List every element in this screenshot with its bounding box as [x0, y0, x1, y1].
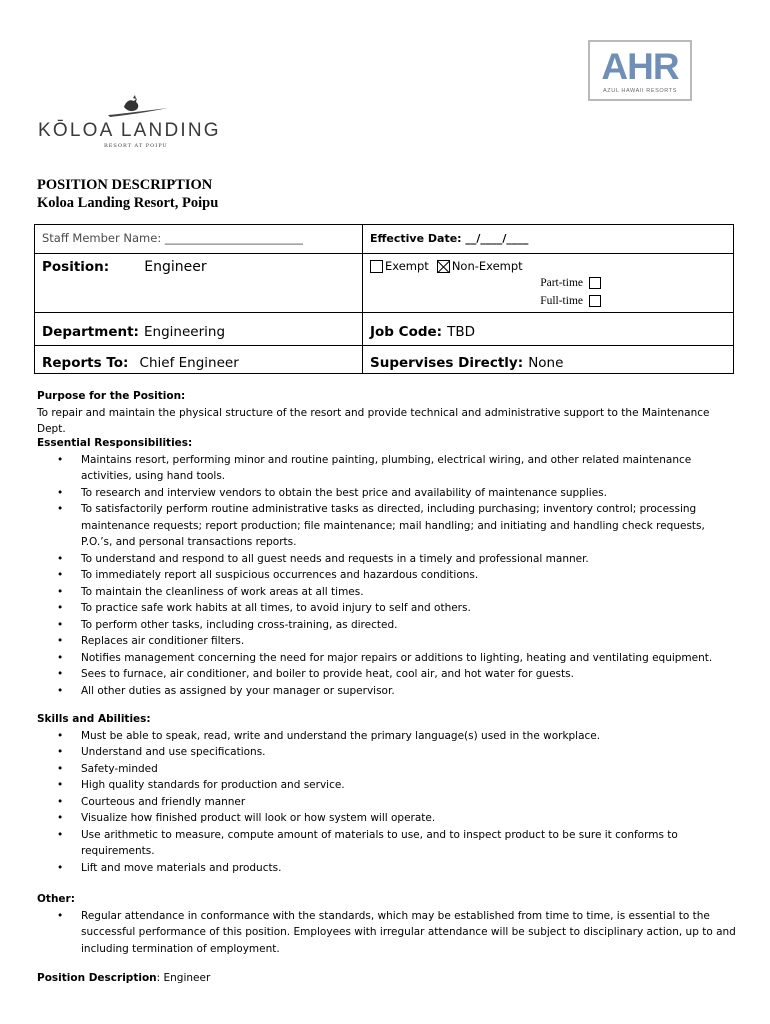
footer-value: : Engineer — [156, 972, 211, 984]
list-item: • Replaces air conditioner filters. — [37, 633, 737, 650]
skills-heading: Skills and Abilities: — [37, 713, 151, 725]
list-item: • To satisfactorily perform routine administrative tasks as directed, including purchasing; inventory control; processing maintenance requests; report production; file maintenance; mail handling; and initiating and handling check requests, P.O.’s, and personal transactions reports. — [37, 501, 737, 551]
jobcode-label: Job Code: — [370, 324, 443, 340]
jobcode-value: TBD — [447, 324, 476, 340]
list-item: • Sees to furnace, air conditioner, and boiler to provide heat, cool air, and hot water for guests. — [37, 666, 737, 683]
supervises-label: Supervises Directly: — [370, 355, 524, 371]
department-cell — [35, 313, 363, 346]
koloa-subtitle: RESORT AT POIPU — [104, 143, 168, 149]
department-value: Engineering — [144, 324, 226, 340]
list-item: • Visualize how finished product will look or how system will operate. — [37, 810, 737, 827]
list-item: • To understand and respond to all guest needs and requests in a timely and professional manner. — [37, 551, 737, 568]
exempt-label: Exempt — [385, 259, 429, 273]
list-item: • Lift and move materials and products. — [37, 860, 737, 877]
reports-to-label: Reports To: — [42, 355, 129, 371]
essential-list — [37, 452, 737, 700]
skills-list — [37, 728, 737, 877]
ahr-letters: AHR — [601, 46, 679, 87]
footer-label: Position Description — [37, 972, 157, 984]
title-line-2: Koloa Landing Resort, Poipu — [37, 195, 219, 211]
list-item: • To perform other tasks, including cross-training, as directed. — [37, 617, 737, 634]
list-item: • Notifies management concerning the need for major repairs or additions to lighting, heating and ventilating equipment. — [37, 650, 737, 667]
list-item: • Must be able to speak, read, write and understand the primary language(s) used in the workplace. — [37, 728, 737, 745]
effective-date-cell[interactable] — [363, 225, 734, 254]
essential-section — [37, 435, 737, 699]
purpose-section — [37, 388, 737, 438]
other-section — [37, 891, 737, 957]
position-value: Engineer — [144, 259, 207, 275]
list-item: • Use arithmetic to measure, compute amount of materials to use, and to inspect product to be sure it conforms to requirements. — [37, 827, 737, 860]
skills-section — [37, 711, 737, 876]
list-item: • Maintains resort, performing minor and routine painting, plumbing, electrical wiring, and other related maintenance activities, using hand tools. — [37, 452, 737, 485]
fulltime-label: Full-time — [540, 295, 583, 307]
list-item: • To research and interview vendors to obtain the best price and availability of maintenance supplies. — [37, 485, 737, 502]
purpose-heading: Purpose for the Position: — [37, 390, 186, 402]
exempt-checkbox[interactable] — [370, 260, 383, 273]
page-footer — [37, 970, 737, 987]
list-item: • To immediately report all suspicious occurrences and hazardous conditions. — [37, 567, 737, 584]
list-item: • Understand and use specifications. — [37, 744, 737, 761]
parttime-checkbox[interactable] — [589, 277, 601, 289]
other-heading: Other: — [37, 893, 75, 905]
reports-to-value: Chief Engineer — [139, 355, 239, 371]
list-item: • Safety-minded — [37, 761, 737, 778]
fulltime-checkbox[interactable] — [589, 295, 601, 307]
supervises-cell — [363, 346, 734, 374]
ahr-logo — [588, 40, 692, 101]
parttime-label: Part-time — [540, 277, 583, 289]
purpose-text: To repair and maintain the physical structure of the resort and provide technical and administrative support to the Maintenance Dept. — [37, 406, 710, 435]
staff-name-field[interactable]: Staff Member Name: ________________________ — [42, 231, 303, 245]
list-item: • Regular attendance in conformance with the standards, which may be established from time to time, is essential to the successful performance of this position. Employees with irregular attendance will be subject to disciplinary action, up to and including termination of employment. — [37, 908, 737, 958]
list-item: • High quality standards for production and service. — [37, 777, 737, 794]
department-label: Department: — [42, 324, 139, 340]
reports-to-cell — [35, 346, 363, 374]
position-info-table — [34, 224, 734, 374]
position-label: Position: — [42, 259, 110, 275]
list-item: • To maintain the cleanliness of work areas at all times. — [37, 584, 737, 601]
essential-heading: Essential Responsibilities: — [37, 437, 193, 449]
document-title — [37, 176, 218, 212]
nonexempt-label: Non-Exempt — [451, 259, 523, 273]
ahr-subtitle: AZUL HAWAII RESORTS — [603, 88, 677, 94]
nonexempt-checkbox[interactable] — [437, 260, 450, 273]
list-item: • To practice safe work habits at all times, to avoid injury to self and others. — [37, 600, 737, 617]
effective-date-field[interactable]: Effective Date: __/____/____ — [370, 232, 529, 245]
title-line-1: POSITION DESCRIPTION — [37, 177, 213, 193]
position-cell — [35, 254, 363, 313]
jobcode-cell — [363, 313, 734, 346]
koloa-wordmark: KŌLOA LANDING — [38, 120, 221, 141]
staff-name-cell[interactable] — [35, 225, 363, 254]
supervises-value: None — [528, 355, 564, 371]
exemption-cell — [363, 254, 734, 313]
list-item: • Courteous and friendly manner — [37, 794, 737, 811]
other-list — [37, 908, 737, 958]
list-item: • All other duties as assigned by your manager or supervisor. — [37, 683, 737, 700]
